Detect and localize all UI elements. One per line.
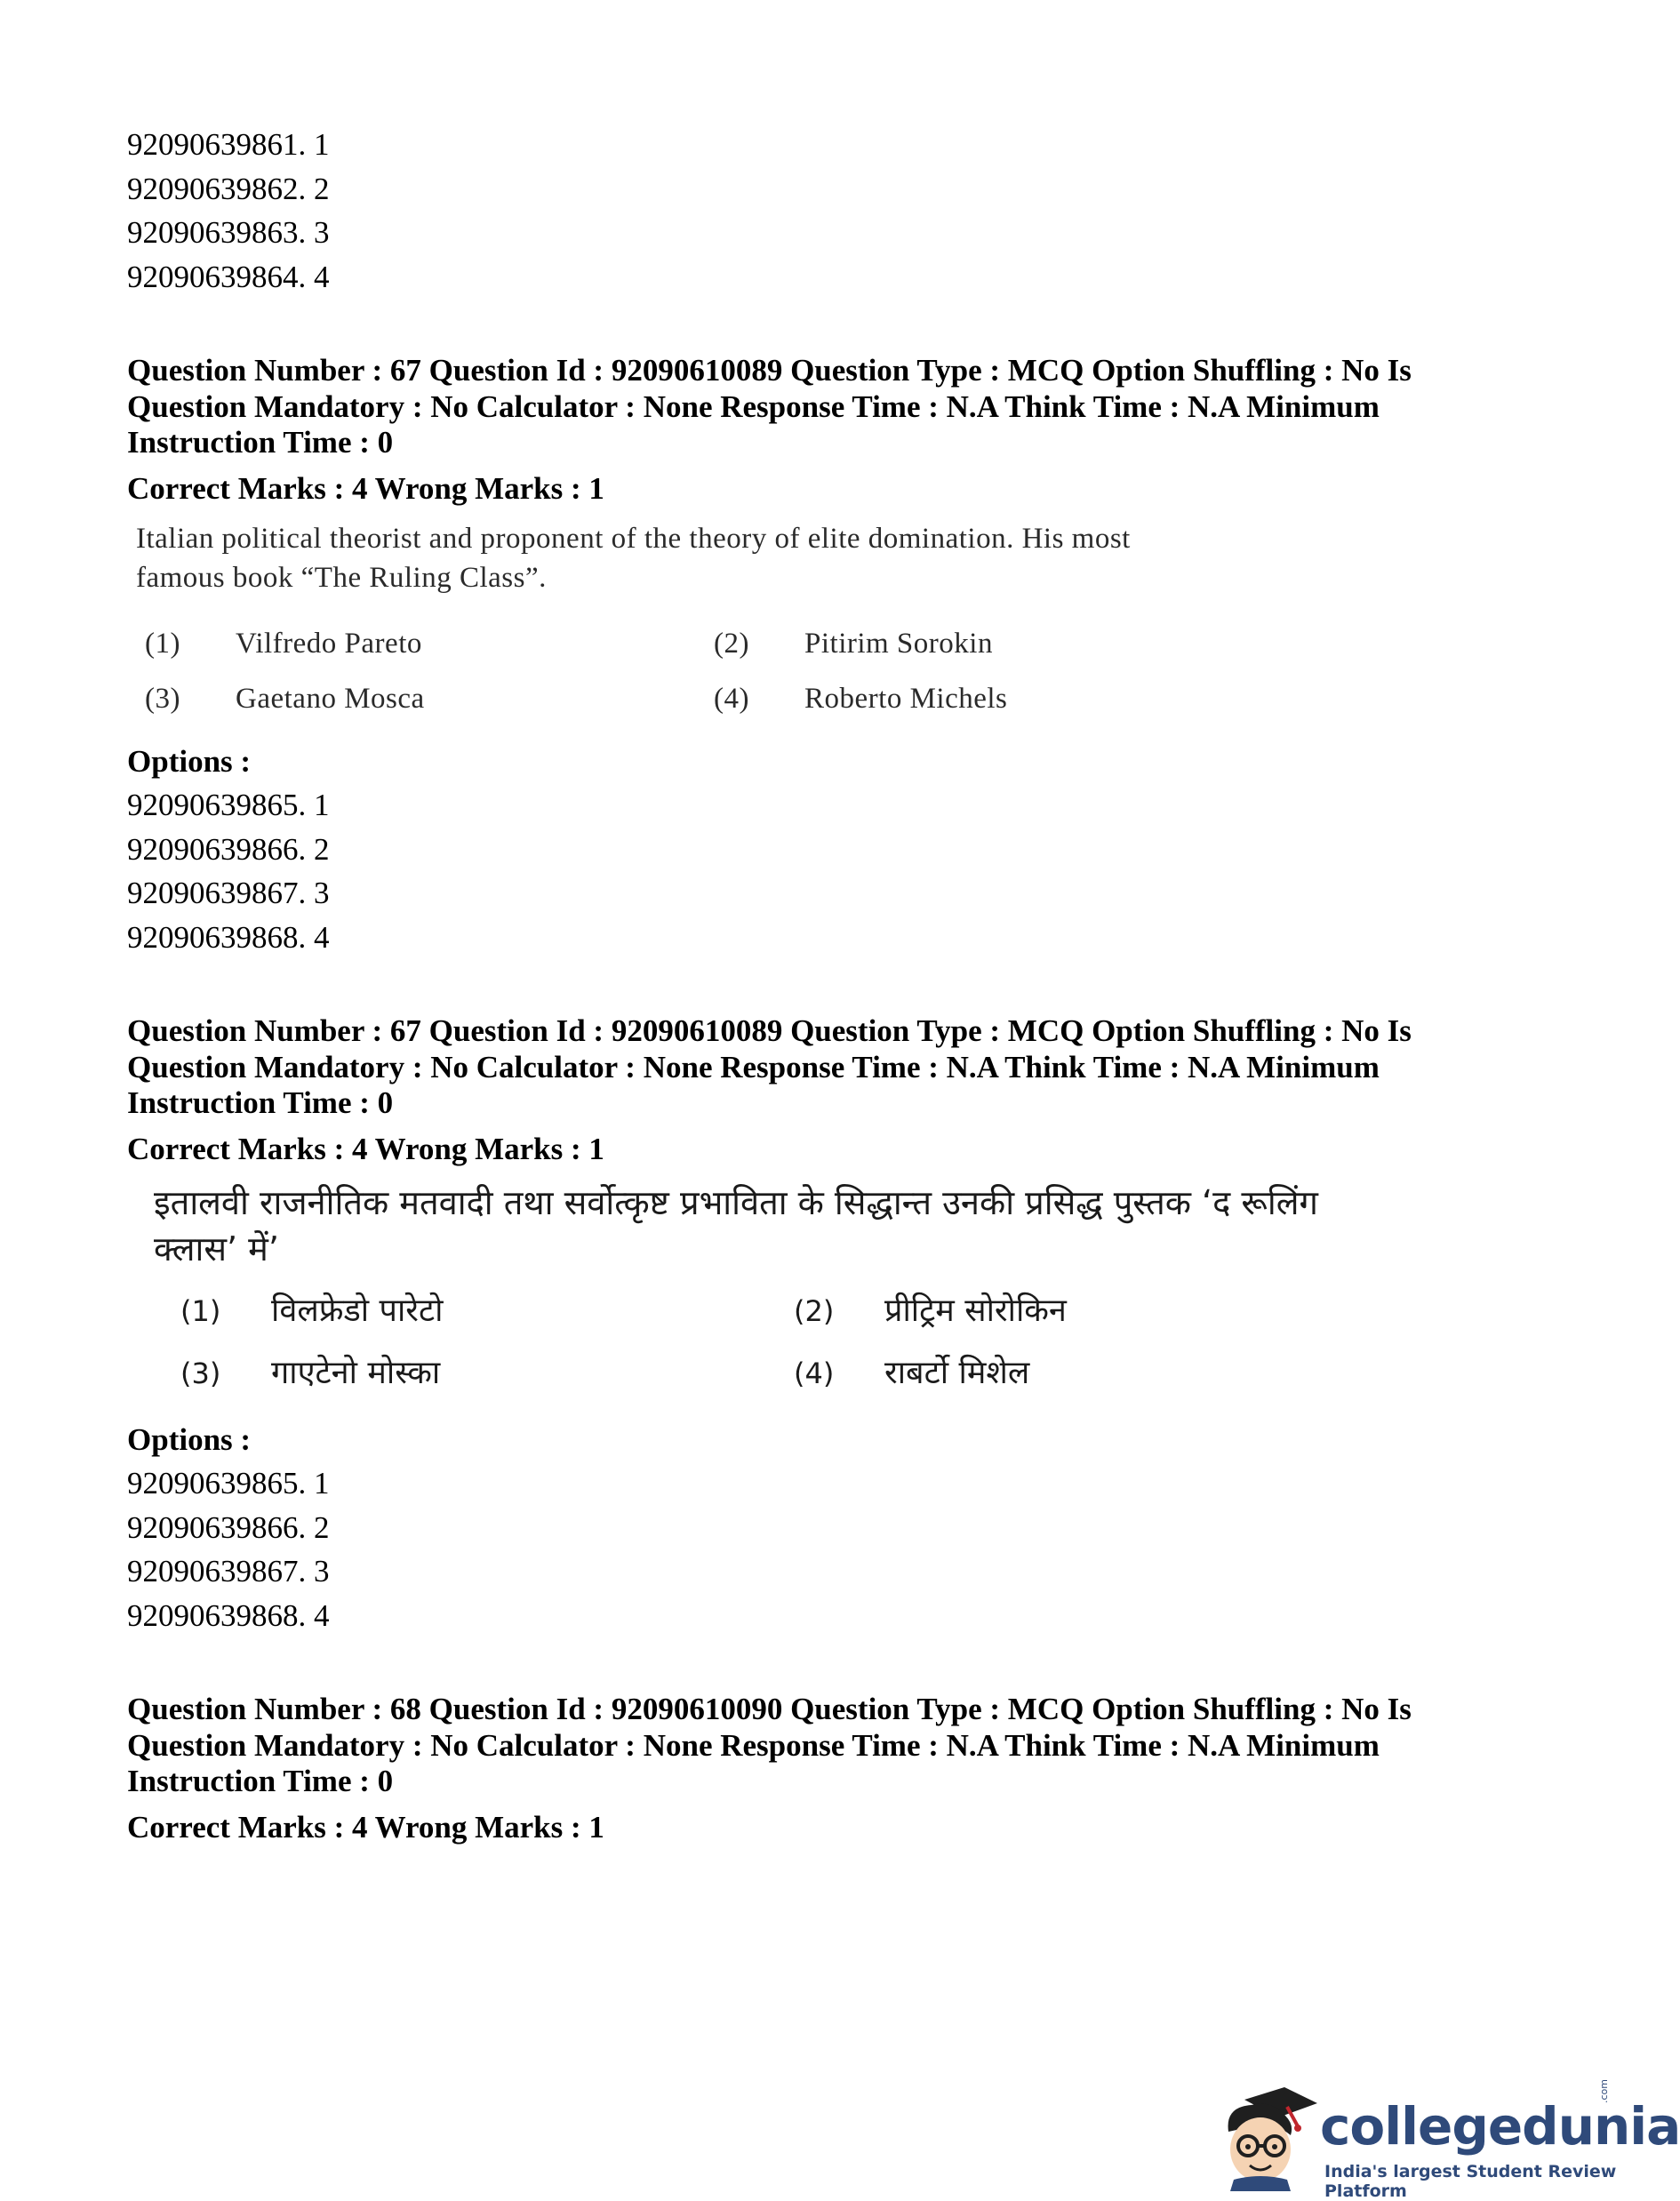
header-line: Instruction Time : 0	[127, 1085, 394, 1120]
option-line: 92090639864. 4	[127, 259, 330, 294]
choice-text: Roberto Michels	[804, 682, 1008, 715]
option-line: 92090639865. 1	[127, 1466, 330, 1501]
choice-item	[767, 1285, 1265, 1338]
logo-dotcom: .com	[1598, 2079, 1610, 2103]
choice-number: (4)	[794, 1356, 835, 1390]
mascot-icon	[1209, 2080, 1324, 2191]
choice-text: गाएटेनो मोस्का	[271, 1354, 441, 1391]
question-line: इतालवी राजनीतिक मतवादी तथा सर्वोत्कृष्ट प्रभाविता के सिद्धान्त उनकी प्रसिद्ध पुस्तक ‘द रूलिंग	[154, 1182, 1318, 1222]
document-page	[127, 123, 1514, 1847]
options-label: Options :	[127, 1421, 252, 1457]
choice-number: (4)	[714, 682, 749, 715]
logo-wordmark: collegedunia	[1320, 2096, 1680, 2157]
option-line: 92090639866. 2	[127, 1509, 330, 1545]
option-line: 92090639868. 4	[127, 919, 330, 955]
marks-line: Correct Marks : 4 Wrong Marks : 1	[127, 1131, 604, 1166]
choice-text: विलफ्रेडो पारेटो	[271, 1292, 444, 1329]
question-line: Italian political theorist and proponent of the theory of elite domination. His most	[136, 522, 1131, 555]
question-block-68	[127, 1692, 1514, 1847]
choice-text: Gaetano Mosca	[236, 682, 425, 715]
choice-text: राबर्टो मिशेल	[884, 1354, 1030, 1391]
header-line: Question Number : 67 Question Id : 92090610089 Question Type : MCQ Option Shuffling : No Is	[127, 353, 1412, 388]
question-line: famous book “The Ruling Class”.	[136, 561, 547, 594]
choice-grid	[154, 1285, 1514, 1400]
choice-item	[136, 620, 705, 667]
question-block-67-hi	[127, 1013, 1514, 1637]
header-line: Question Number : 67 Question Id : 92090610089 Question Type : MCQ Option Shuffling : No Is	[127, 1013, 1412, 1048]
choice-item	[154, 1285, 767, 1338]
choice-number: (2)	[794, 1293, 835, 1328]
choice-number: (2)	[714, 627, 749, 660]
choice-grid	[136, 620, 1514, 722]
option-line: 92090639865. 1	[127, 788, 330, 822]
choice-item	[705, 676, 1203, 722]
choice-text: Vilfredo Pareto	[236, 627, 422, 660]
option-line: 92090639867. 3	[127, 876, 330, 910]
logo-tagline: India's largest Student Review Platform	[1324, 2162, 1617, 2201]
header-line: Question Number : 68 Question Id : 92090610090 Question Type : MCQ Option Shuffling : No Is	[127, 1692, 1412, 1726]
header-line: Question Mandatory : No Calculator : None Response Time : N.A Think Time : N.A Minimum	[127, 388, 1380, 424]
collegedunia-logo	[1209, 2079, 1680, 2201]
marks-line: Correct Marks : 4 Wrong Marks : 1	[127, 470, 604, 506]
option-line: 92090639867. 3	[127, 1554, 330, 1589]
option-line: 92090639861. 1	[127, 127, 330, 162]
header-line: Question Mandatory : No Calculator : None Response Time : N.A Think Time : N.A Minimum	[127, 1727, 1380, 1763]
choice-number: (1)	[145, 627, 180, 660]
choice-item	[767, 1347, 1265, 1400]
choice-item	[705, 620, 1203, 667]
question-text	[127, 1180, 1514, 1400]
choice-item	[154, 1347, 767, 1400]
options-label: Options :	[127, 743, 252, 779]
choice-text: प्रीट्रिम सोरोकिन	[884, 1292, 1067, 1329]
header-line: Question Mandatory : No Calculator : None Response Time : N.A Think Time : N.A Minimum	[127, 1049, 1380, 1084]
option-line: 92090639868. 4	[127, 1597, 330, 1633]
choice-item	[136, 676, 705, 722]
question-header	[127, 1013, 1514, 1122]
choice-number: (3)	[145, 682, 180, 715]
header-line: Instruction Time : 0	[127, 1764, 394, 1798]
choice-text: Pitirim Sorokin	[804, 627, 993, 660]
question-line: क्लास’ में’	[154, 1229, 279, 1269]
question-block-67-en	[127, 353, 1514, 959]
question-header	[127, 1692, 1514, 1800]
option-line: 92090639863. 3	[127, 215, 330, 250]
option-line: 92090639866. 2	[127, 831, 330, 867]
choice-number: (3)	[180, 1356, 221, 1390]
question-header	[127, 353, 1514, 461]
header-line: Instruction Time : 0	[127, 425, 394, 460]
marks-line: Correct Marks : 4 Wrong Marks : 1	[127, 1809, 604, 1845]
question-text	[127, 519, 1514, 722]
choice-number: (1)	[180, 1293, 221, 1328]
prev-options-list	[127, 123, 1514, 299]
option-line: 92090639862. 2	[127, 171, 330, 206]
